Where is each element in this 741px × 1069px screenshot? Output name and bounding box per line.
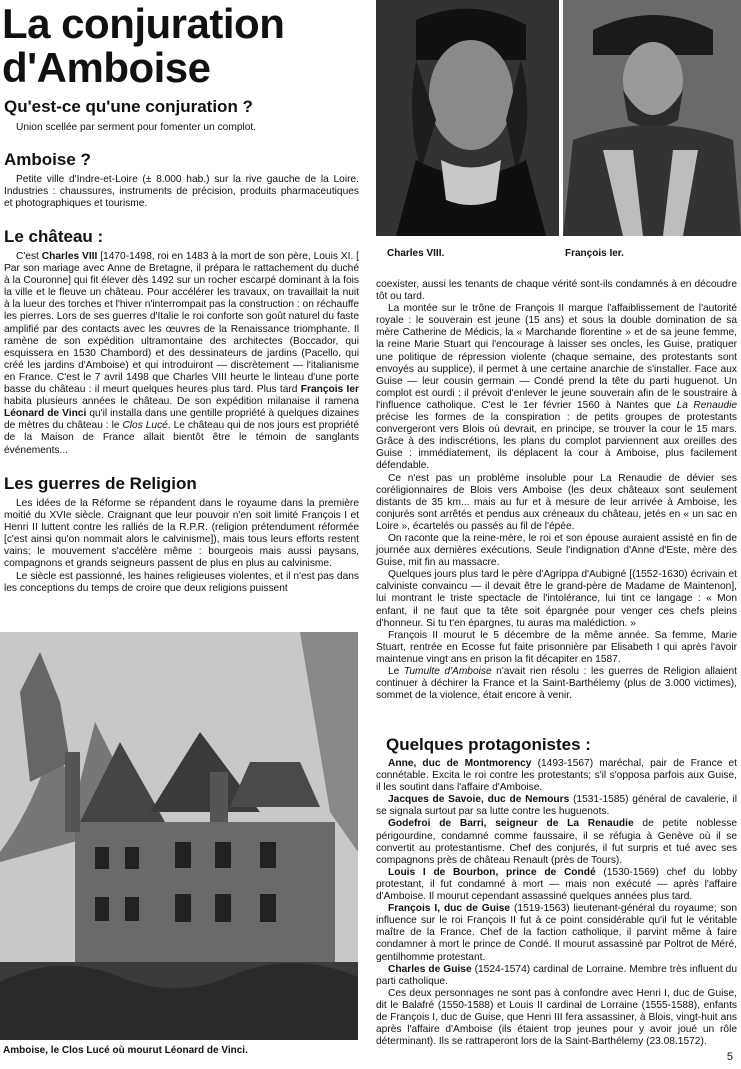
text-guerres xyxy=(4,498,359,595)
heading-protagonistes: Quelques protagonistes : xyxy=(386,735,591,754)
protagonist-item: Anne, duc de Montmorency (1493-1567) maréchal, pair de France et connétable. Excita le roi contre les protestants; s'il s'opposa parfois aux Guise, il les soutint dans l'affaire d'Amboise. xyxy=(376,758,737,794)
heading-chateau: Le château : xyxy=(4,227,104,246)
para-right-1: coexister, aussi les tenants de chaque vérité sont-ils condamnés à en découdre tôt ou tard. xyxy=(376,279,737,303)
protagonist-item: Charles de Guise (1524-1574) cardinal de Lorraine. Membre très influent du parti catholique. xyxy=(376,963,737,987)
para-conjuration: Union scellée par serment pour fomenter un complot. xyxy=(16,122,257,133)
protagonist-item: Louis I de Bourbon, prince de Condé (1530-1569) chef du lobby protestant, il fut condamné à mort — mais non exécuté — après l'affaire d'Amboise. Il mourut cependant assassiné quelques années plus tard. xyxy=(376,866,737,903)
para-protagonistes-closing: Ces deux personnages ne sont pas à confondre avec Henri I, duc de Guise, dit le Balafré (1550-1588) et Louis II cardinal de Lorraine (1555-1588), enfants de François I, duc de Guise, que Henri III fera assassiner, à Blois, vingt-huit ans après l'affaire d'Amboise (ils étaient trop jeunes pour y avoir joué un rôle déterminant). Ils se rattraperont lors de la Saint-Barthélemy (23.08.1572). xyxy=(376,987,737,1048)
heading-guerres: Les guerres de Religion xyxy=(4,474,197,493)
portrait-francois-image xyxy=(563,0,741,236)
protagonist-item: Jacques de Savoie, duc de Nemours (1531-1585) général de cavalerie, il se signala surtout par sa lutte contre les huguenots. xyxy=(376,794,737,818)
para-guerres-1: Les idées de la Réforme se répandent dans le royaume dans la première moitié du XVIe siècle. Craignant que leur pouvoir n'en soit limité François I et Henri II luttent contre les ralliés de la R.P.R. (religion prétendument réformée [c'est ainsi qu'on nommait alors le calvinisme]), mais tous leurs efforts restent vains; le mouvement s'accélère même : bourgeois mais aussi paysans, compagnons et grands seigneurs passent de plus en plus au calvinisme. xyxy=(4,498,359,570)
page-number: 5 xyxy=(726,1051,733,1063)
para-right-3: Ce n'est pas un problème insoluble pour La Renaudie de dévier ses coréligionnaires de Blois vers Amboise (les deux châteaux sont seulement distants de 35 km... mais au fur et à mesure de leur arrivée à Amboise, les conjurés sont arrêtés et pendus aux créneaux du château, jetés en « un sac en Loire », écartelés ou passés au fil de l'épée. xyxy=(376,472,737,532)
text-conjuration xyxy=(4,122,359,134)
photo-clos-luce xyxy=(0,632,358,1040)
page-title xyxy=(2,2,284,90)
heading-amboise: Amboise ? xyxy=(4,150,91,169)
title-line-1: La conjuration xyxy=(2,0,285,47)
heading-conjuration: Qu'est-ce qu'une conjuration ? xyxy=(4,97,253,116)
para-chateau: C'est Charles VIII [1470-1498, roi en 1483 à la mort de son père, Louis XI. [ Par son mariage avec Anne de Bretagne, il prépara le rattachement du duché à la Couronne] qui fit élever dès 1492 sur un rocher escarpé dominant à la fois la ville et le fleuve un château. Pour accélérer les travaux, on travaillait la nuit à la lueur des torches et l'hiver n'interrompait pas la construction : on réchauffe les pierres. Lors de ses guerres d'Italie le roi conforte son goût naturel du faste amplifié par des contacts avec les œuvres de la Renaissance triomphante. Il ramène de son expédition ultramontaine des architectes (Boccador, qui esquissera en 1530 Chambord) et des dessinateurs de jardins (Pacello, qui créé les jardins d'Amboise) et qui introduiront — discrètement — l'italianisme en France. C'est le 7 avril 1498 que Charles VIII heurte le linteau d'une porte basse du château : il meurt quelques heures plus tard. Plus tard François Ier habita plusieurs années le château. De son expédition milanaise il ramena Léonard de Vinci qu'il installa dans une gentille propriété à quelques dizaines de mètres du château : le Clos Lucé. Le château qui de nos jours est propriété de la Maison de France allait bientôt être le témoin de sanglants événements... xyxy=(4,251,359,456)
caption-francois: François Ier. xyxy=(565,248,624,259)
caption-clos-luce: Amboise, le Clos Lucé où mourut Léonard de Vinci. xyxy=(3,1045,248,1056)
clos-luce-image xyxy=(0,632,358,1040)
text-chateau xyxy=(4,251,359,457)
para-right-5: Quelques jours plus tard le père d'Agrippa d'Aubigné [(1552-1630) écrivain et calviniste convaincu — il devait être le grand-père de Madame de Maintenon], lui montrant le triste spectacle de l'intolérance, lui tint ce langage : « Mon enfant, il ne faut que ta tête soit épargnée pour venger ces chefs pleins d'honneur. Si tu t'en épargnes, tu auras ma malédiction. » xyxy=(376,569,737,629)
text-right-column xyxy=(376,279,737,702)
para-amboise: Petite ville d'Indre-et-Loire (± 8.000 hab.) sur la rive gauche de la Loire. Industries : chaussures, instruments de précision, produits pharmaceutiques et photographiques et tourisme. xyxy=(4,174,359,210)
para-right-7: Le Tumulte d'Amboise n'avait rien résolu : les guerres de Religion allaient continuer à déchirer la France et la Saint-Barthélemy (plus de 3.000 victimes), sommet de la violence, était encore à venir. xyxy=(376,666,737,702)
portrait-charles-image xyxy=(376,0,559,236)
para-right-2: La montée sur le trône de François II marque l'affaiblissement de l'autorité royale : le souverain est jeune (15 ans) et sous la double domination de sa mère Catherine de Médicis, la « Marchande florentine » et de sa jeune femme, la reine Marie Stuart qui l'encourage à laisser ses oncles, les Guise, pratiquer une politique de répression violente (chaque semaine, des protestants sont envoyés au supplice), il permet à une certaine anarchie de s'installer. Face aux Guise — leur cousin germain — Condé prend la tête du parti huguenot. Un complot est ourdi : il prévoit d'enlever le jeune souverain afin de le soustraire à l'influence catholique. C'est le 1er février 1560 à Nantes que La Renaudie précise les formes de la conspiration : de petits groupes de protestants convergeront vers Blois où devrait, en principe, se trouver la cour le 15 mars. Grâce à des indiscrétions, les plans du complot parviennent aux oreilles des Guise : immédiatement, ils déplacent la cour à Amboise, plus facilement défendable. xyxy=(376,303,737,472)
portrait-francois-ier xyxy=(563,0,741,236)
caption-charles: Charles VIII. xyxy=(387,248,445,259)
text-protagonistes xyxy=(376,758,737,1048)
para-right-6: François II mourut le 5 décembre de la même année. Sa femme, Marie Stuart, rentrée en Ecosse fut faite prisonnière par Elisabeth I qui après l'avoir maintenue vingt ans en prison la fit décapiter en 1587. xyxy=(376,629,737,665)
protagonist-item: François I, duc de Guise (1519-1563) lieutenant-général du royaume; son influence sur le roi François II fut à ce point considérable qu'il fut le véritable maître de la France. Chef de la faction catholique, il parvint même à faire condamner à mort le prince de Condé. Il mourut assassiné par Poltrot de Méré, gentilhomme protestant. xyxy=(376,903,737,963)
text-amboise xyxy=(4,174,359,210)
portrait-charles-viii xyxy=(376,0,559,236)
para-right-4: On raconte que la reine-mère, le roi et son épouse auraient assisté en fin de journée aux dernières exécutions. Seule l'indignation d'Anne d'Este, mère des Guise, mit fin au massacre. xyxy=(376,532,737,569)
para-guerres-2: Le siècle est passionné, les haines religieuses violentes, et il n'est pas dans les conceptions du temps de croire que deux religions puissent xyxy=(4,570,359,594)
title-line-2: d'Amboise xyxy=(2,44,211,91)
protagonist-item: Godefroi de Barri, seigneur de La Renaudie de petite noblesse périgourdine, condamné comme faussaire, il se réfugia à Genève où il se convertit au protestantisme. Chef des conjurés, il fut surpris et tué avec ses compagnons près de château Renault (près de Tours). xyxy=(376,818,737,866)
